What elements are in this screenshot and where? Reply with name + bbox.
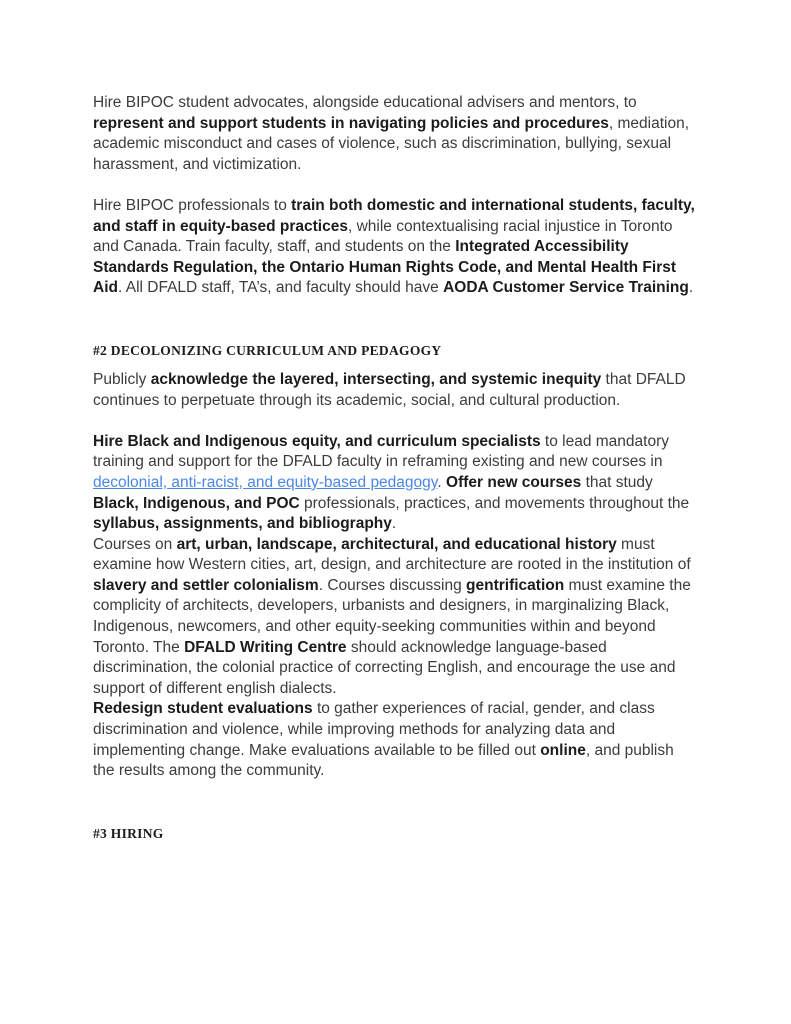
text-run: should acknowledge language-based discrimination, the colonial practice of correcting English, and encourage the use and support of different english dialects. <box>93 638 676 697</box>
text-run: , and publish the results among the community. <box>93 741 674 780</box>
bold-text-run: slavery and settler colonialism <box>93 576 319 594</box>
text-run: to gather experiences of racial, gender, and class discrimination and violence, while improving methods for analyzing data and implementing change. Make evaluations available to be filled out <box>93 700 655 759</box>
bold-text-run: train both domestic and international students, faculty, and staff in equity-based practices <box>93 196 695 235</box>
text-run: Publicly <box>93 370 151 388</box>
text-run: . Courses discussing <box>318 576 467 594</box>
text-run: that DFALD continues to perpetuate through its academic, social, and cultural production. <box>93 370 686 409</box>
pedagogy-link[interactable]: decolonial, anti-racist, and equity-based pedagogy <box>93 473 438 491</box>
text-run: . All DFALD staff, TA’s, and faculty should have <box>117 279 444 297</box>
bold-text-run: Redesign student evaluations <box>93 700 313 718</box>
paragraph <box>93 535 698 700</box>
bold-text-run: gentrification <box>466 576 565 594</box>
text-run: must examine how Western cities, art, design, and architecture are rooted in the institution of <box>93 535 691 574</box>
text-run: , while contextualising racial injustice in Toronto and Canada. Train faculty, staff, and students on the <box>93 217 673 256</box>
bold-text-run: online <box>540 741 586 759</box>
section-heading: #3 HIRING <box>93 825 164 841</box>
bold-text-run: art, urban, landscape, architectural, and educational history <box>176 535 617 553</box>
paragraph <box>93 699 698 781</box>
text-run: to lead mandatory training and support for the DFALD faculty in reframing existing and new courses in <box>93 432 669 471</box>
text-run: Hire BIPOC student advocates, alongside educational advisers and mentors, to <box>93 94 637 111</box>
text-run: Hire BIPOC professionals to <box>93 196 292 214</box>
bold-text-run: Hire Black and Indigenous equity, and curriculum specialists <box>93 432 541 450</box>
paragraph <box>93 432 698 535</box>
bold-text-run: Integrated Accessibility Standards Regulation, the Ontario Human Rights Code, and Mental Health First Aid <box>93 238 677 297</box>
bold-text-run: acknowledge the layered, intersecting, and systemic inequity <box>150 370 602 388</box>
text-run: . <box>391 515 397 533</box>
bold-text-run: DFALD Writing Centre <box>184 638 347 656</box>
text-run: that study <box>581 473 653 491</box>
paragraph <box>93 370 698 411</box>
text-run: must examine the complicity of architects, developers, urbanists and designers, in marginalizing Black, Indigenous, newcomers, and other equity-seeking communities within and beyond Toronto. The <box>93 576 691 656</box>
text-run: professionals, practices, and movements throughout the <box>299 494 690 512</box>
paragraph <box>93 93 698 175</box>
paragraph <box>93 196 698 299</box>
bold-text-run: Offer new courses <box>446 473 582 491</box>
bold-text-run: represent and support students in navigating policies and procedures <box>93 114 609 132</box>
bold-text-run: Black, Indigenous, and POC <box>93 494 300 512</box>
text-run: , mediation, academic misconduct and cases of violence, such as discrimination, bullying, sexual harassment, and victimization. <box>93 114 690 173</box>
text-run: . <box>437 473 447 491</box>
document-body <box>93 93 698 843</box>
bold-text-run: AODA Customer Service Training <box>443 279 689 297</box>
section-heading: #2 DECOLONIZING CURRICULUM AND PEDAGOGY <box>93 342 442 358</box>
text-run: . <box>688 279 694 297</box>
text-run: Courses on <box>93 535 177 553</box>
bold-text-run: syllabus, assignments, and bibliography <box>93 515 392 533</box>
